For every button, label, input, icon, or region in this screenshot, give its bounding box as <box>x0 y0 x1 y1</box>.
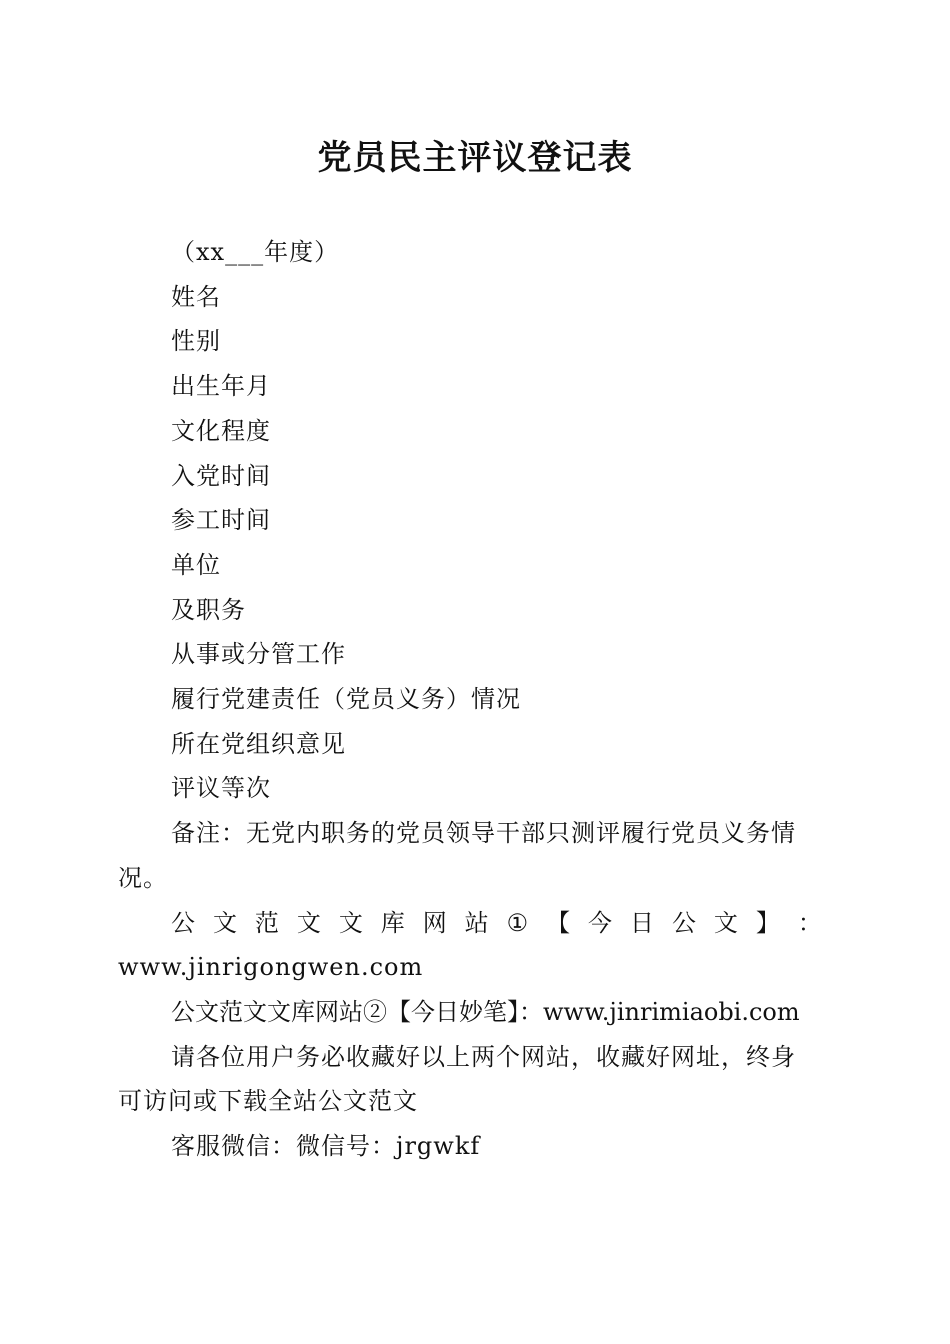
customer-service-line: 客服微信：微信号：jrgwkf <box>171 1132 481 1161</box>
site1-char: 网 <box>422 908 447 937</box>
field-work-duties: 从事或分管工作 <box>171 640 346 669</box>
field-unit: 单位 <box>171 550 221 579</box>
site1-char: 文 <box>212 908 237 937</box>
site1-char: 】 <box>755 908 780 937</box>
site1-char: 文 <box>338 908 363 937</box>
reminder-line-1: 请各位用户务必收藏好以上两个网站，收藏好网址，终身 <box>171 1042 796 1071</box>
site1-char: ： <box>797 908 822 937</box>
site1-char: 公 <box>671 908 696 937</box>
site2-line[interactable]: 公文范文文库网站②【今日妙笔】：www.jinrimiaobi.com <box>171 997 800 1026</box>
field-organization-opinion: 所在党组织意见 <box>171 729 346 758</box>
note-line-1: 备注：无党内职务的党员领导干部只测评履行党员义务情 <box>171 819 796 848</box>
note-line-2: 况。 <box>118 863 168 892</box>
site1-char: 【 <box>546 908 571 937</box>
field-evaluation-grade: 评议等次 <box>171 774 271 803</box>
site1-char: 日 <box>630 908 654 937</box>
field-education: 文化程度 <box>171 416 271 445</box>
site1-char: 库 <box>380 908 405 937</box>
field-position: 及职务 <box>171 595 246 624</box>
site1-char: 范 <box>254 908 279 937</box>
site1-char: 文 <box>713 908 738 937</box>
year-line: （xx___年度） <box>171 238 340 266</box>
site1-char: 公 <box>171 908 195 937</box>
field-work-start-date: 参工时间 <box>171 506 271 535</box>
document-body <box>118 230 822 1169</box>
site1-char: ① <box>506 908 529 937</box>
site1-url[interactable]: www.jinrigongwen.com <box>118 953 424 982</box>
reminder-line-2: 可访问或下载全站公文范文 <box>118 1087 418 1116</box>
field-name: 姓名 <box>171 282 221 311</box>
document-title: 党员民主评议登记表 <box>317 138 633 178</box>
field-birth-date: 出生年月 <box>171 372 271 401</box>
field-duty-performance: 履行党建责任（党员义务）情况 <box>171 685 521 714</box>
site1-char: 站 <box>464 908 489 937</box>
field-party-join-date: 入党时间 <box>171 461 271 490</box>
site1-char: 文 <box>296 908 321 937</box>
field-gender: 性别 <box>171 327 221 356</box>
site1-line <box>118 901 822 946</box>
site1-char: 今 <box>588 908 613 937</box>
